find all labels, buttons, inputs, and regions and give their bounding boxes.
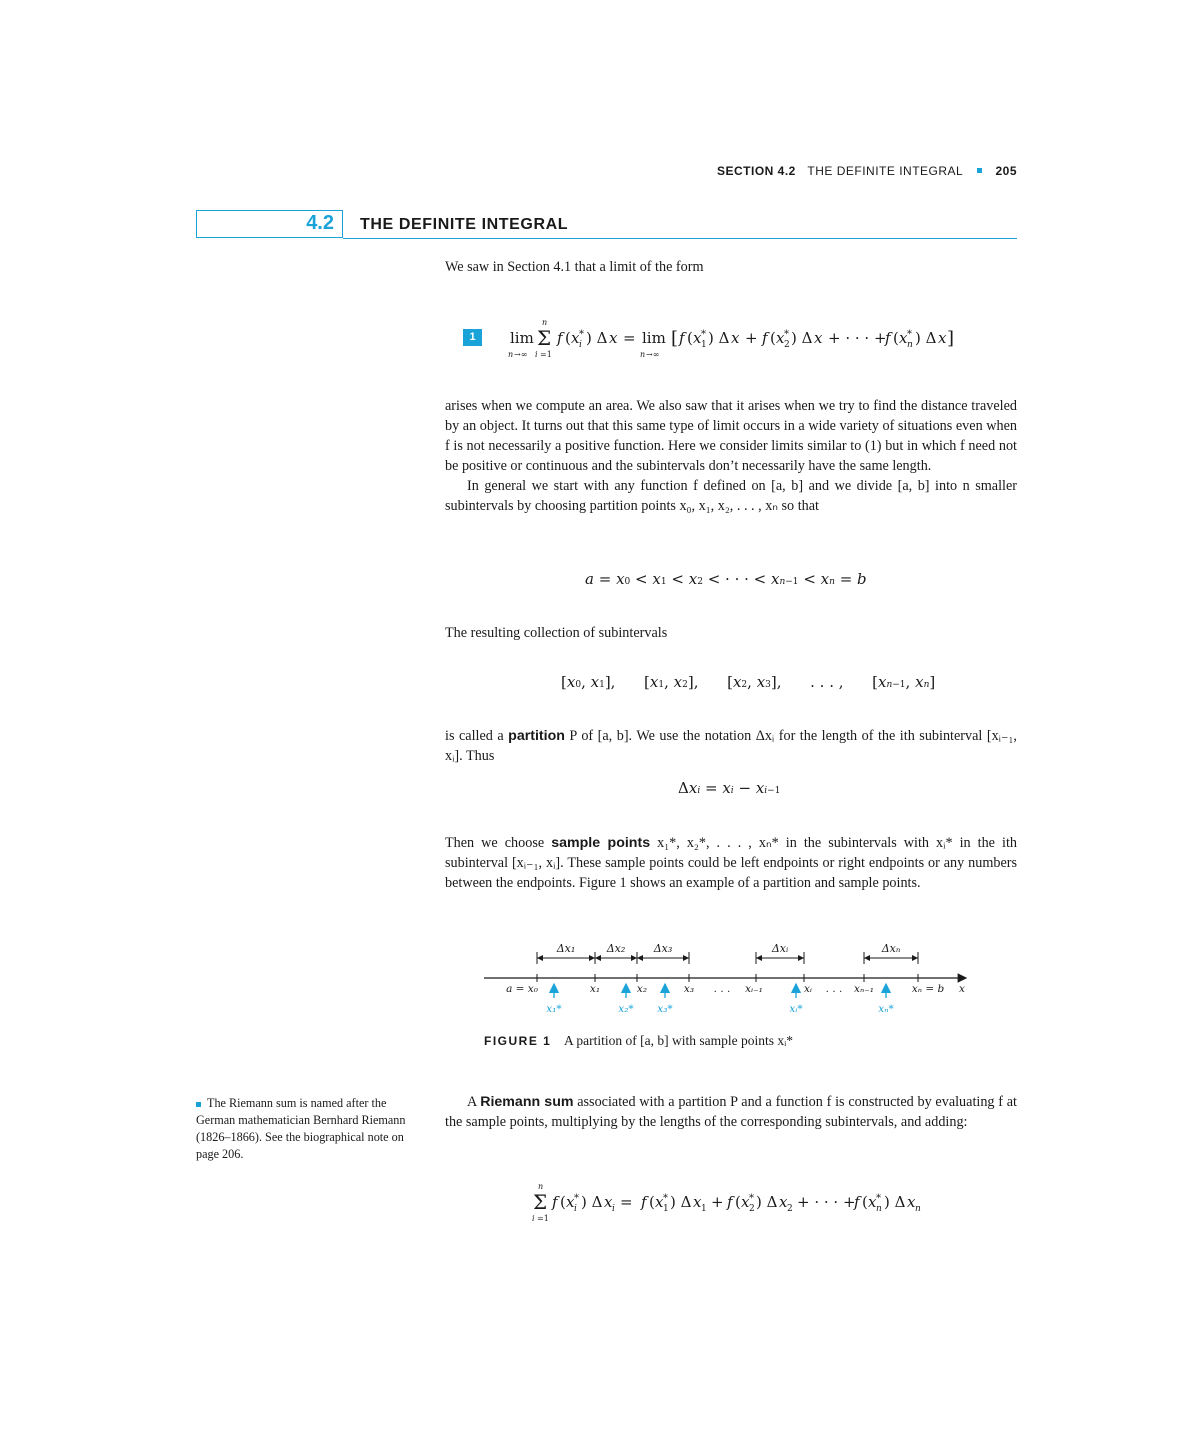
svg-text:x: x <box>731 329 740 347</box>
figure-point-label: x <box>959 983 965 995</box>
svg-text:*: * <box>663 1193 668 1204</box>
svg-text:f: f <box>679 329 685 347</box>
running-header-section: SECTION 4.2 <box>717 164 796 178</box>
svg-text:*: * <box>749 1193 754 1204</box>
svg-text:(: ( <box>687 329 693 347</box>
svg-text:*: * <box>876 1193 881 1204</box>
header-bullet-icon <box>977 168 982 173</box>
term-sample-points: sample points <box>551 835 651 851</box>
term-riemann-sum: Riemann sum <box>480 1094 574 1110</box>
svg-text:(: ( <box>770 329 776 347</box>
svg-text:+: + <box>711 1193 724 1211</box>
svg-text:n: n <box>542 318 548 327</box>
svg-text:x: x <box>693 1193 702 1211</box>
figure-caption-text: A partition of [a, b] with sample points xᵢ* <box>563 1033 794 1048</box>
svg-text:n: n <box>907 340 913 350</box>
figure-point-label: a = x₀ <box>506 983 538 995</box>
figure-interval-label: Δx₁ <box>556 942 576 955</box>
figure-point-label: x₃ <box>683 983 695 995</box>
figure-sample-label: x₃* <box>657 1003 673 1015</box>
margin-note: The Riemann sum is named after the German mathematician Bernhard Riemann (1826–1866). See the biographical note on page 206. <box>196 1096 406 1161</box>
svg-text:) Δ: ) Δ <box>756 1193 778 1211</box>
svg-text:x: x <box>776 329 785 347</box>
svg-text:) Δ: ) Δ <box>915 329 937 347</box>
svg-text:n: n <box>538 1182 544 1191</box>
svg-text:x: x <box>604 1193 613 1211</box>
svg-text:) Δ: ) Δ <box>884 1193 906 1211</box>
delta-x-equation: Δxi = xi − xi−1 <box>678 779 781 797</box>
svg-text:Σ: Σ <box>537 326 552 350</box>
svg-text:) Δ: ) Δ <box>670 1193 692 1211</box>
svg-text:x: x <box>868 1193 877 1211</box>
svg-text:(: ( <box>560 1193 566 1211</box>
section-title: THE DEFINITE INTEGRAL <box>360 216 569 233</box>
figure-interval-label: Δx₂ <box>606 942 626 955</box>
svg-text:) Δ: ) Δ <box>791 329 813 347</box>
svg-text:*: * <box>784 329 789 340</box>
svg-text:x: x <box>899 329 908 347</box>
svg-text:(: ( <box>649 1193 655 1211</box>
svg-text:x: x <box>566 1193 575 1211</box>
paragraph-area-limit: arises when we compute an area. We also saw that it arises when we try to find the distance traveled by an object. It turns out that this same type of limit occurs in a wide variety of situations even when f is not necessarily a positive function. Here we consider limits similar to (1) but in which f need not be positive or continuous and the subintervals don’t necessarily have the same length. In general we start with any function f defined on [a, b] and we divide [a, b] into n smaller subintervals by choosing partition points x₀, x₁, x₂, . . . , xₙ so that <box>445 398 1017 514</box>
svg-text:1: 1 <box>701 1204 707 1214</box>
figure-point-label: . . . <box>713 983 731 995</box>
figure-point-label: xₙ₋₁ <box>854 983 874 995</box>
svg-text:x: x <box>814 329 823 347</box>
svg-text:x: x <box>938 329 947 347</box>
paragraph-riemann-sum: A Riemann sum associated with a partition P and a function f is constructed by evaluating f at the sample points, multiplying by the lengths of the corresponding subintervals, and adding: <box>445 1094 1018 1130</box>
svg-text:x: x <box>779 1193 788 1211</box>
svg-text:i: i <box>574 1204 577 1214</box>
svg-text:(: ( <box>862 1193 868 1211</box>
svg-text:x: x <box>571 329 580 347</box>
figure-point-label: xₙ = b <box>911 983 945 995</box>
paragraph-partition-points: In general we start with any function f defined on [a, b] and we divide [a, b] into n smaller subintervals by choosing partition points x₀, x₁, x₂, . . . , xₙ so that <box>445 478 1017 514</box>
paragraph-collection: The resulting collection of subintervals <box>445 625 668 641</box>
figure-interval-label: Δxₙ <box>881 942 901 955</box>
figure-interval-label: Δxᵢ <box>771 942 789 955</box>
figure-point-label: xᵢ <box>803 983 813 995</box>
subintervals-list: [x0, x1], [x1, x2], [x2, x3], . . . , [xn−1, xn] <box>561 673 936 691</box>
figure-point-label: x₂ <box>636 983 648 995</box>
svg-text:f: f <box>641 1193 647 1211</box>
svg-text:x: x <box>693 329 702 347</box>
svg-text:2: 2 <box>784 340 790 350</box>
section-rule <box>343 238 1017 239</box>
svg-text:n: n <box>508 350 514 359</box>
svg-text:=1: =1 <box>537 1214 549 1223</box>
svg-text:=: = <box>623 329 636 347</box>
svg-text:*: * <box>579 329 584 340</box>
svg-text:*: * <box>907 329 912 340</box>
svg-text:+ · · · +: + · · · + <box>828 329 887 347</box>
svg-text:1: 1 <box>701 340 707 350</box>
svg-text:f: f <box>727 1193 733 1211</box>
figure-interval-label: Δx₃ <box>653 942 673 955</box>
svg-text:(: ( <box>565 329 571 347</box>
running-header-title: THE DEFINITE INTEGRAL <box>807 164 963 178</box>
paragraph-partition-definition: is called a partition P of [a, b]. We use the notation Δxᵢ for the length of the ith subinterval [xᵢ₋₁, xᵢ]. Thus <box>445 728 1017 764</box>
svg-text:lim: lim <box>642 329 666 347</box>
riemann-sum-equation <box>528 1178 948 1231</box>
figure-label: FIGURE 1 <box>484 1034 552 1048</box>
page-number: 205 <box>995 164 1017 178</box>
figure-bracket-arrows <box>537 955 918 961</box>
svg-text:+: + <box>745 329 758 347</box>
svg-text:f: f <box>557 329 563 347</box>
figure-point-label: x₁ <box>589 983 601 995</box>
svg-text:(: ( <box>735 1193 741 1211</box>
running-header <box>640 164 1017 178</box>
intro-paragraph: We saw in Section 4.1 that a limit of the form <box>445 259 704 275</box>
svg-text:i: i <box>579 340 582 350</box>
svg-text:x: x <box>741 1193 750 1211</box>
svg-text:i: i <box>535 350 538 359</box>
equation-number-badge: 1 <box>463 329 482 346</box>
figure-1 <box>484 940 974 1027</box>
svg-text:1: 1 <box>663 1204 669 1214</box>
svg-text:) Δ: ) Δ <box>708 329 730 347</box>
svg-text:i: i <box>612 1204 615 1214</box>
paragraph-sample-points: Then we choose sample points x₁*, x₂*, . . . , xₙ* in the subintervals with xᵢ* in the ith subinterval [xᵢ₋₁, xᵢ]. These sample points could be left endpoints or right endpoints or any numbers between the endpoints. Figure 1 shows an example of a partition and sample points. <box>445 835 1017 891</box>
figure-point-label: . . . <box>825 983 843 995</box>
figure-sample-label: xᵢ* <box>789 1003 803 1015</box>
svg-text:) Δ: ) Δ <box>586 329 608 347</box>
svg-text:f: f <box>762 329 768 347</box>
svg-text:) Δ: ) Δ <box>581 1193 603 1211</box>
margin-note-bullet-icon <box>196 1102 201 1107</box>
svg-text:n: n <box>640 350 646 359</box>
svg-text:=1: =1 <box>540 350 552 359</box>
equation-1 <box>505 312 975 367</box>
svg-text:*: * <box>574 1193 579 1204</box>
figure-sample-label: x₁* <box>546 1003 562 1015</box>
figure-sample-label: xₙ* <box>878 1003 894 1015</box>
svg-text:=: = <box>620 1193 633 1211</box>
svg-text:*: * <box>701 329 706 340</box>
svg-text:]: ] <box>947 328 955 349</box>
svg-text:f: f <box>854 1193 860 1211</box>
svg-text:→∞: →∞ <box>514 350 528 359</box>
figure-caption <box>484 1033 793 1049</box>
svg-text:Σ: Σ <box>533 1190 548 1214</box>
svg-text:x: x <box>609 329 618 347</box>
term-partition: partition <box>508 728 565 744</box>
svg-text:→∞: →∞ <box>646 350 660 359</box>
svg-text:x: x <box>655 1193 664 1211</box>
svg-text:f: f <box>885 329 891 347</box>
svg-text:i: i <box>532 1214 535 1223</box>
svg-text:lim: lim <box>510 329 534 347</box>
svg-text:n: n <box>876 1204 882 1214</box>
svg-text:[: [ <box>671 328 679 349</box>
figure-sample-label: x₂* <box>618 1003 634 1015</box>
svg-text:n: n <box>915 1204 921 1214</box>
svg-text:f: f <box>552 1193 558 1211</box>
svg-text:2: 2 <box>787 1204 793 1214</box>
svg-text:(: ( <box>893 329 899 347</box>
svg-text:2: 2 <box>749 1204 755 1214</box>
section-number: 4.2 <box>306 212 334 234</box>
figure-point-label: xᵢ₋₁ <box>745 983 763 995</box>
partition-inequality: a = x0 < x1 < x2 < · · · < xn−1 < xn = b <box>585 570 867 588</box>
svg-text:x: x <box>907 1193 916 1211</box>
svg-text:+ · · · +: + · · · + <box>797 1193 856 1211</box>
